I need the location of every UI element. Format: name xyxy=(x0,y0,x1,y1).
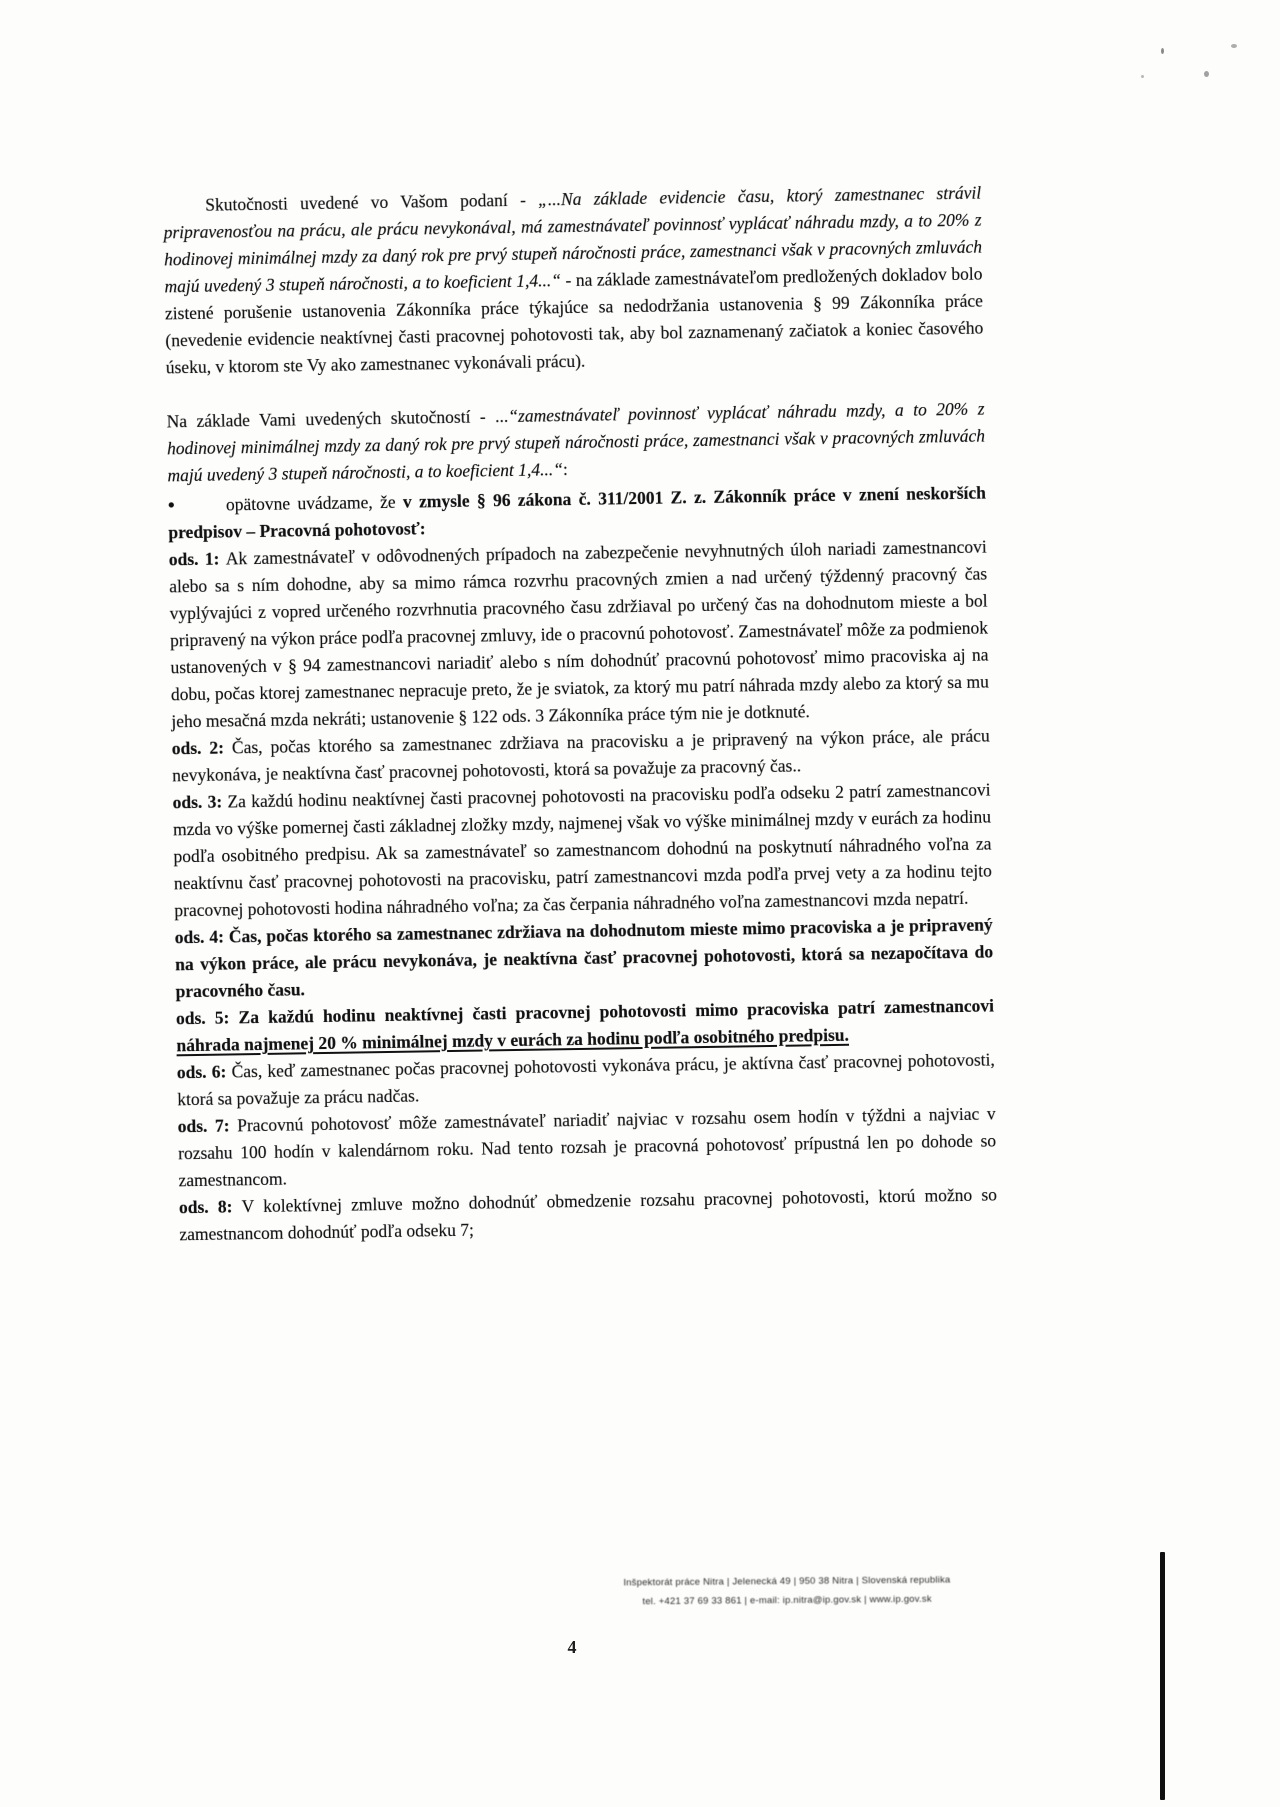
paragraph-ods-7 xyxy=(178,1100,997,1194)
paragraph-findings xyxy=(163,180,984,382)
paragraph-ods-4 xyxy=(175,911,994,1005)
text-run: Za každú hodinu neaktívnej časti pracovnej pohotovosti mimo pracoviska patrí zamestnancovi xyxy=(238,995,995,1028)
text-run: V kolektívnej zmluve možno dohodnúť obmedzenie rozsahu pracovnej pohotovosti, ktorú možno so zamestnancom dohodnúť podľa odseku 7; xyxy=(179,1184,998,1245)
text-run: Pracovnú pohotovosť môže zamestnávateľ nariadiť najviac v rozsahu osem hodín v týždni a najviac v rozsahu 100 hodín v kalendárnom roku. Nad tento rozsah je pracovná pohotovosť prípustná len po dohode so zamestnancom. xyxy=(177,1103,997,1191)
text-run: „...Na základe evidencie času, ktorý zamestnanec strávil pripravenosťou na prácu, ale prácu nevykonával, má zamestnávateľ povinnosť vyplácať náhradu mzdy, a to 20% z hodinovej minimálnej mzdy za daný rok pre prvý stupeň náročnosti práce, zamestnanci však v pracovných zmluvách majú uvedený 3 stupeň náročnosti, a to koeficient 1,4...“ xyxy=(163,182,983,297)
paragraph-ods-3 xyxy=(172,777,992,925)
text-run: Čas, keď zamestnanec počas pracovnej pohotovosti vykonáva prácu, je aktívna časť pracovnej pohotovosti, ktorá sa považuje za prácu nadčas. xyxy=(177,1049,995,1110)
document-body xyxy=(163,180,997,1249)
scan-edge-artifact xyxy=(1160,1552,1165,1800)
text-run: Na základe Vami uvedených skutočností - ... xyxy=(166,406,509,432)
text-run: Za každú hodinu neaktívnej časti pracovnej pohotovosti na pracovisku podľa odseku 2 patrí zamestnancovi mzda vo výške pomernej časti základnej zložky mzdy, najmenej však vo výške minimálnej mzdy v eurách za hodinu podľa osobitného predpisu. Ak sa zamestnávateľ so zamestnancom dohodnú na poskytnutí náhradného voľna za neaktívnu časť pracovnej pohotovosti na pracovisku, patrí zamestnancovi mzda podľa prvej vety a za hodinu tejto pracovnej pohotovosti hodina náhradného voľna; za čas čerpania náhradného voľna zamestnancovi mzda nepatrí. xyxy=(172,779,992,921)
text-run: ods. 6: xyxy=(176,1061,232,1083)
text-run: v zmysle § 96 zákona č. 311/2001 Z. z. Zákonník práce v znení neskorších predpisov – Pracovná pohotovosť: xyxy=(168,482,987,543)
text-run: Skutočnosti uvedené vo Vašom podaní - xyxy=(205,189,539,215)
text-run: ods. 8: xyxy=(178,1196,242,1218)
text-run: ods. 3: xyxy=(172,791,228,813)
letterhead-footer xyxy=(552,1570,1022,1612)
text-run: : xyxy=(562,459,568,480)
scan-speck xyxy=(1204,71,1209,77)
text-run: ods. 5: xyxy=(175,1007,239,1029)
text-run: Ak zamestnávateľ v odôvodnených prípadoch na zabezpečenie nevyhnutných úloh nariadi zamestnancovi alebo sa s ním dohodne, aby sa mimo rámca rozvrhu pracovných zmien a nad určený týždenný pracovný čas vyplývajúci z vopred určeného rozvrhnutia pracovného času zdržiaval po určený čas na dohodnutom mieste a bol pripravený na výkon práce podľa pracovnej zmluvy, ide o pracovnú pohotovosť. Zamestnávateľ môže za podmienok ustanovených v § 94 zamestnancovi nariadiť alebo s ním dohodnúť pracovnú pohotovosť mimo pracoviska aj na dobu, počas ktorej zamestnanec nepracuje preto, že je sviatok, za ktorý mu patrí náhrada mzdy alebo za ktorý sa mu jeho mesačná mzda nekráti; ustanovenie § 122 ods. 3 Zákonníka práce tým nie je dotknuté. xyxy=(169,536,989,732)
scan-speck xyxy=(1231,44,1237,48)
paragraph-ods-1 xyxy=(169,534,990,736)
bullet-icon: • xyxy=(167,495,175,517)
text-run: ods. 7: xyxy=(177,1115,238,1137)
footer-address-line: Inšpektorát práce Nitra | Jelenecká 49 | 950 38 Nitra | Slovenská republika xyxy=(623,1574,951,1589)
text-run: ods. 1: xyxy=(168,548,226,570)
text-run: - na základe zamestnávateľom predložených dokladov bolo zistené porušenie ustanovenia Zákonníka práce týkajúce sa nedodržania ustanovenia § 99 Zákonníka práce (nevedenie evidencie neaktívnej časti pracovnej pohotovosti tak, aby bol zaznamenaný začiatok a koniec časového úseku, v ktorom ste Vy ako zamestnanec vykonávali prácu). xyxy=(164,263,984,378)
text-run: “zamestnávateľ povinnosť vyplácať náhradu mzdy, a to 20% z hodinovej minimálnej mzdy za daný rok pre prvý stupeň náročnosti práce, zamestnanci však v pracovných zmluvách majú uvedený 3 stupeň náročnosti, a to koeficient 1,4...“ xyxy=(166,398,986,486)
page-number: 4 xyxy=(567,1637,577,1657)
paragraph-basis xyxy=(166,396,985,490)
paragraph-ods-8 xyxy=(179,1181,998,1248)
footer-contact-line: tel. +421 37 69 33 861 | e-mail: ip.nitra@ip.gov.sk | www.ip.gov.sk xyxy=(642,1593,932,1608)
text-run: Čas, počas ktorého sa zamestnanec zdržiava na dohodnutom mieste mimo pracoviska a je pripravený na výkon práce, ale prácu nevykonáva, je neaktívna časť pracovnej pohotovosti, ktorá sa nezapočítava do pracovného času. xyxy=(175,914,994,1002)
scan-speck xyxy=(1141,75,1144,78)
scan-speck xyxy=(1161,48,1164,54)
text-run: ods. 2: xyxy=(171,737,233,759)
text-run: opätovne uvádzame, že xyxy=(225,491,404,515)
text-run: ods. 4: xyxy=(174,926,230,948)
text-run: náhrada najmenej 20 % minimálnej mzdy v eurách za hodinu podľa osobitného predpisu. xyxy=(176,1024,850,1056)
text-run: Čas, počas ktorého sa zamestnanec zdržiava na pracovisku a je pripravený na výkon práce, ale prácu nevykonáva, je neaktívna časť pracovnej pohotovosti, ktorá sa považuje za pracovný čas.. xyxy=(172,725,990,786)
